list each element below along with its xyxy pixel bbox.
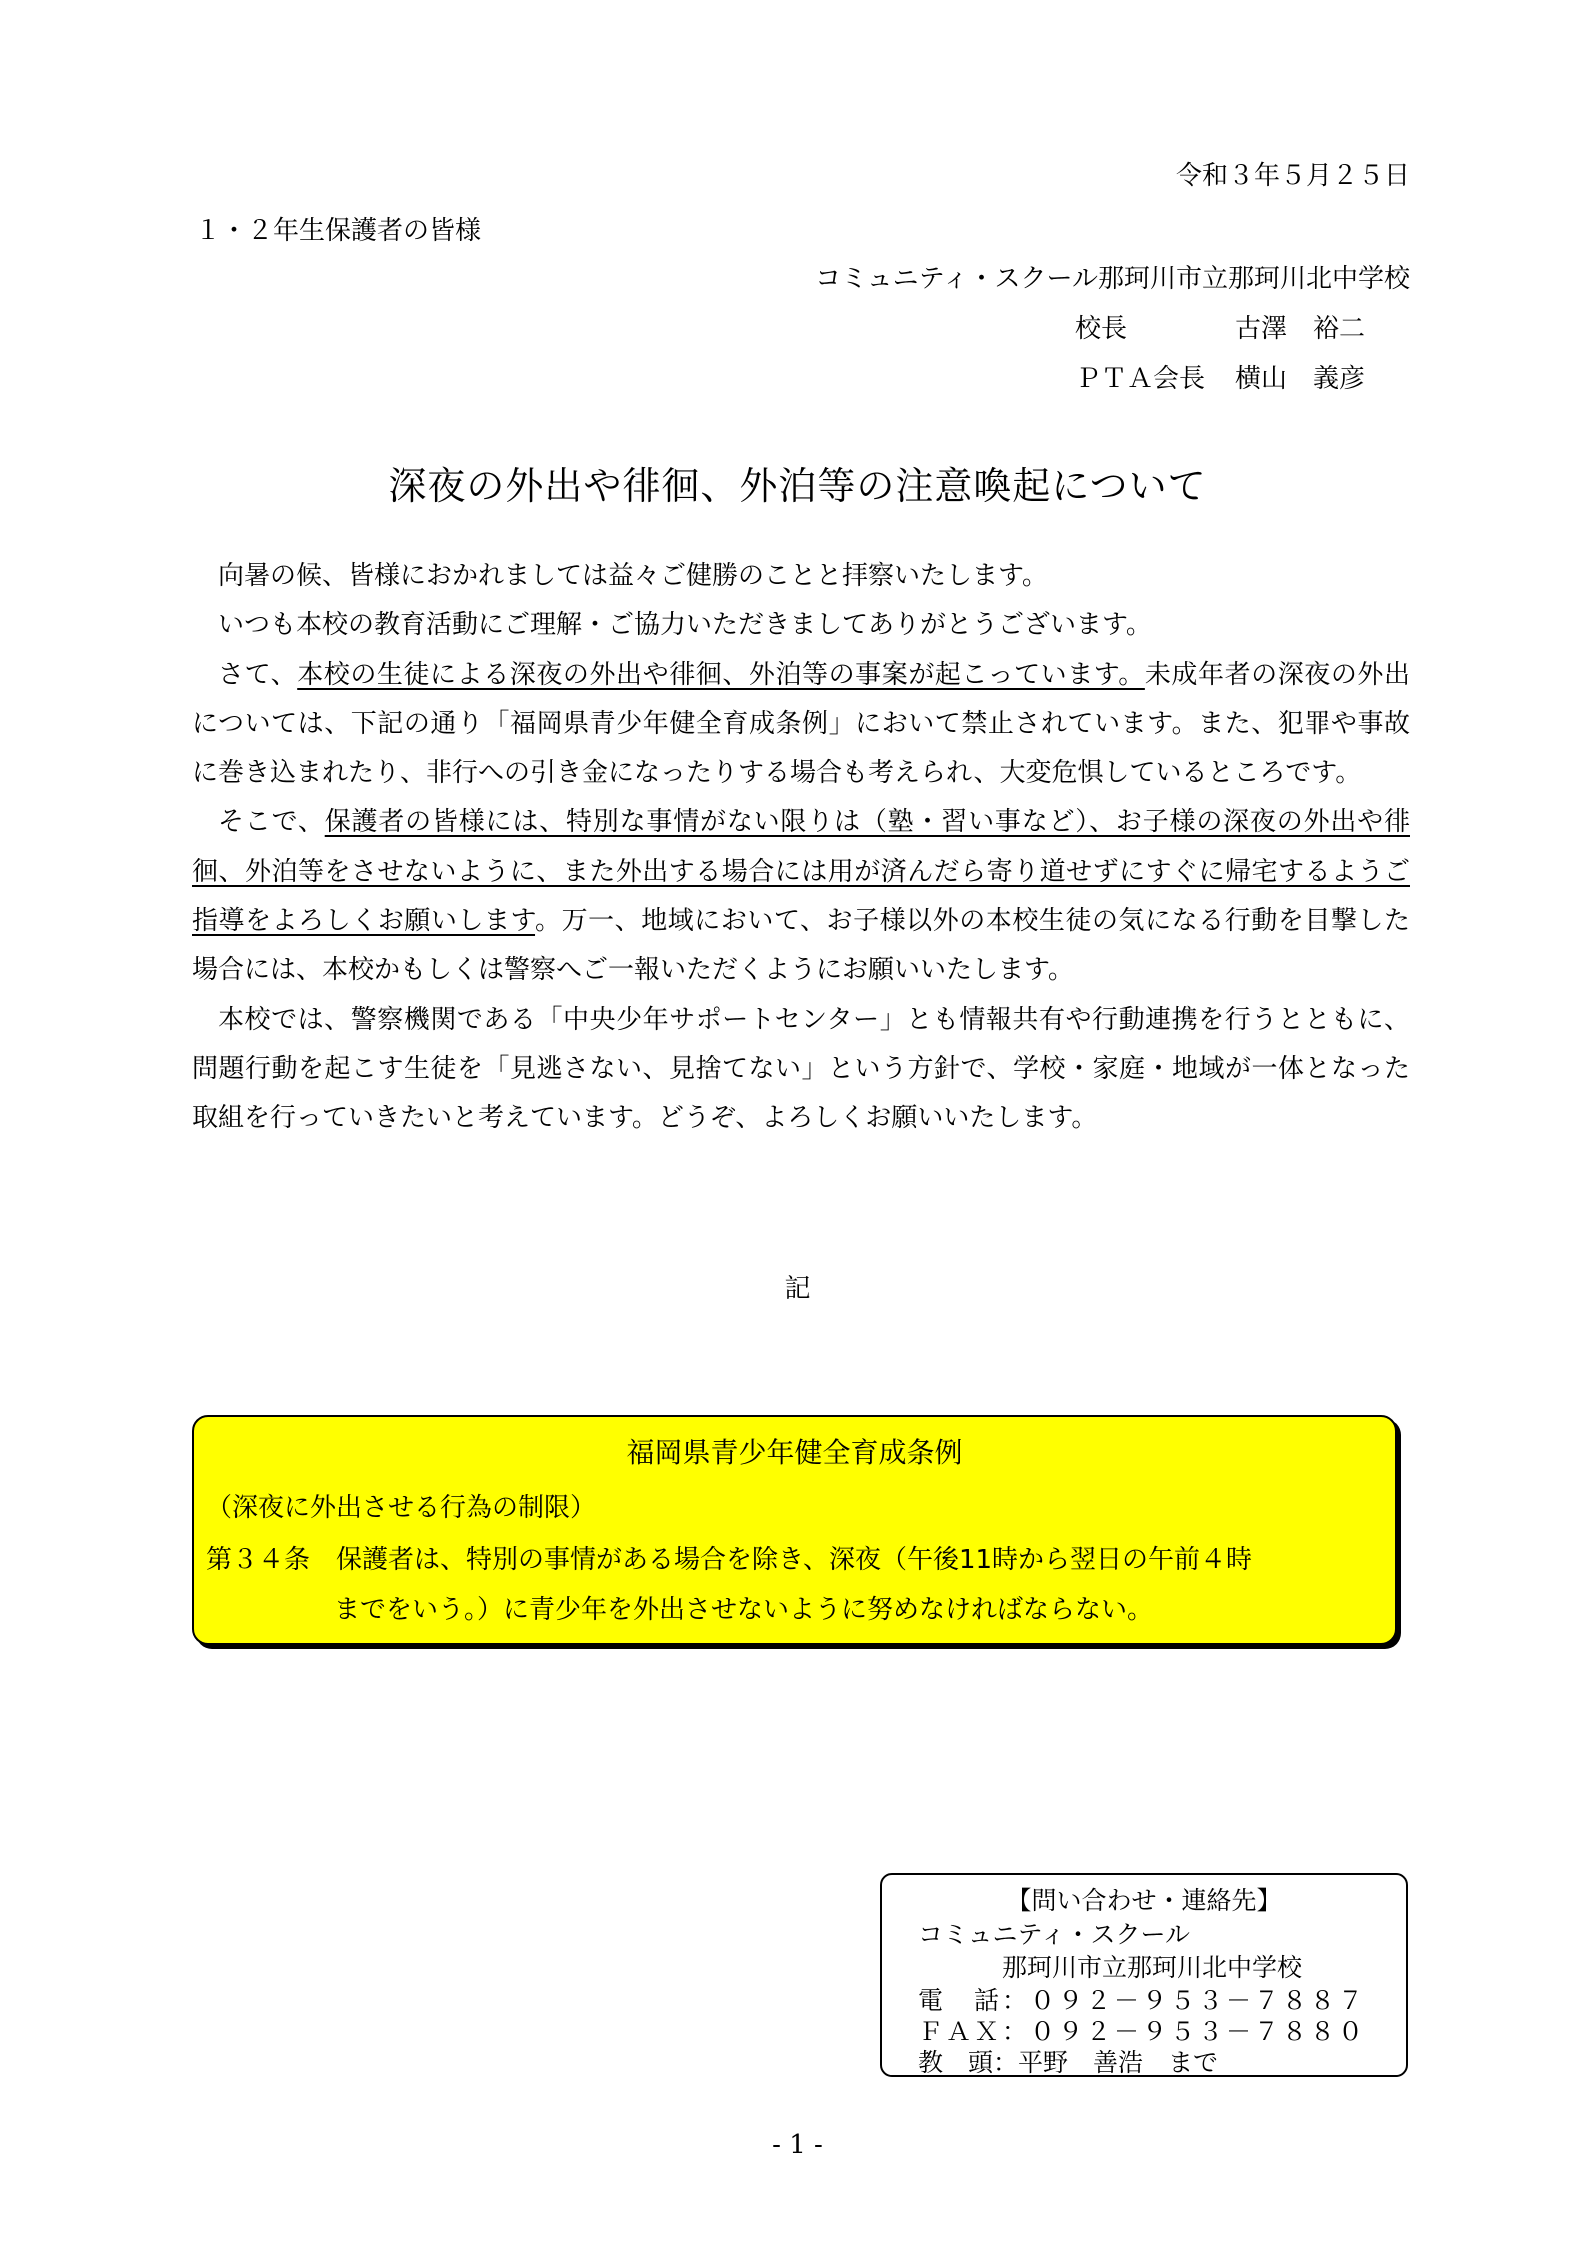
document-title: 深夜の外出や徘徊、外泊等の注意喚起について bbox=[388, 464, 1207, 508]
document-date: 令和３年５月２５日 bbox=[1175, 161, 1410, 191]
page-number: - 1 - bbox=[772, 2130, 823, 2160]
pta-line bbox=[1075, 358, 1365, 395]
ordinance-article-line2: までをいう。）に青少年を外出させないように努めなければならない。 bbox=[334, 1595, 1154, 1625]
ordinance-box bbox=[192, 1415, 1397, 1645]
ordinance-article-line1: 第３４条 保護者は、特別の事情がある場合を除き、深夜（午後11時から翌日の午前４時 bbox=[206, 1545, 1253, 1575]
body-text bbox=[192, 552, 1410, 1144]
addressee: １・２年生保護者の皆様 bbox=[195, 216, 482, 246]
contact-fax: ＦＡＸ：０９２－９５３－７８８０ bbox=[918, 2017, 1367, 2046]
contact-heading: 【問い合わせ・連絡先】 bbox=[1006, 1886, 1282, 1915]
paragraph-incident-rest: 未成年者の深夜の外出については、下記の通り「福岡県青少年健全育成条例」において禁止されています。また、犯罪や事故に巻き込まれたり、非行への引き金になったりする場合も考えられ、大変危惧しているところです。 bbox=[192, 659, 1410, 789]
ordinance-subtitle: （深夜に外出させる行為の制限） bbox=[206, 1493, 597, 1523]
sender-organization: コミュニティ・スクール那珂川市立那珂川北中学校 bbox=[815, 264, 1410, 294]
paragraph-incident-lead: さて、 bbox=[218, 659, 298, 690]
contact-box bbox=[880, 1873, 1408, 2077]
principal-role: 校長 bbox=[1075, 314, 1128, 344]
underlined-incident-text: 本校の生徒による深夜の外出や徘徊、外泊等の事案が起こっています。 bbox=[297, 659, 1145, 690]
paragraph-request-lead: そこで、 bbox=[218, 807, 325, 838]
paragraph-request bbox=[192, 798, 1410, 995]
contact-phone: 電 話：０９２－９５３－７８８７ bbox=[918, 1986, 1367, 2015]
paragraph-request-rest: 。万一、地域において、お子様以外の本校生徒の気になる行動を目撃した場合には、本校かもしくは警察へご一報いただくようにお願いいたします。 bbox=[192, 906, 1411, 986]
paragraph-incident bbox=[192, 651, 1410, 799]
paragraph-greeting: 向暑の候、皆様におかれましては益々ご健勝のことと拝察いたします。 bbox=[218, 561, 1048, 591]
principal-line bbox=[1075, 308, 1365, 345]
ordinance-title: 福岡県青少年健全育成条例 bbox=[626, 1436, 963, 1469]
contact-org-line1: コミュニティ・スクール bbox=[918, 1920, 1191, 1949]
paragraph-thanks: いつも本校の教育活動にご理解・ご協力いただきましてありがとうございます。 bbox=[218, 610, 1152, 641]
pta-name: 横山 義彦 bbox=[1235, 364, 1366, 394]
contact-org-line2: 那珂川市立那珂川北中学校 bbox=[1002, 1953, 1303, 1982]
principal-name: 古澤 裕二 bbox=[1235, 314, 1366, 344]
underlined-request-text: 保護者の皆様には、特別な事情がない限りは（塾・習い事など）、お子様の深夜の外出や徘徊、外泊等をさせないように、また外出する場合には用が済んだら寄り道せずにすぐに帰宅するようご指導をよろしくお願いします bbox=[192, 807, 1410, 937]
pta-role: ＰＴＡ会長 bbox=[1075, 364, 1206, 394]
paragraph-policy: 本校では、警察機関である「中央少年サポートセンター」とも情報共有や行動連携を行うとともに、問題行動を起こす生徒を「見逃さない、見捨てない」という方針で、学校・家庭・地域が一体となった取組を行っていきたいと考えています。どうぞ、よろしくお願いいたします。 bbox=[192, 1004, 1410, 1134]
contact-vice-principal: 教 頭：平野 善浩 まで bbox=[918, 2048, 1219, 2077]
ki-heading: 記 bbox=[784, 1274, 811, 1304]
